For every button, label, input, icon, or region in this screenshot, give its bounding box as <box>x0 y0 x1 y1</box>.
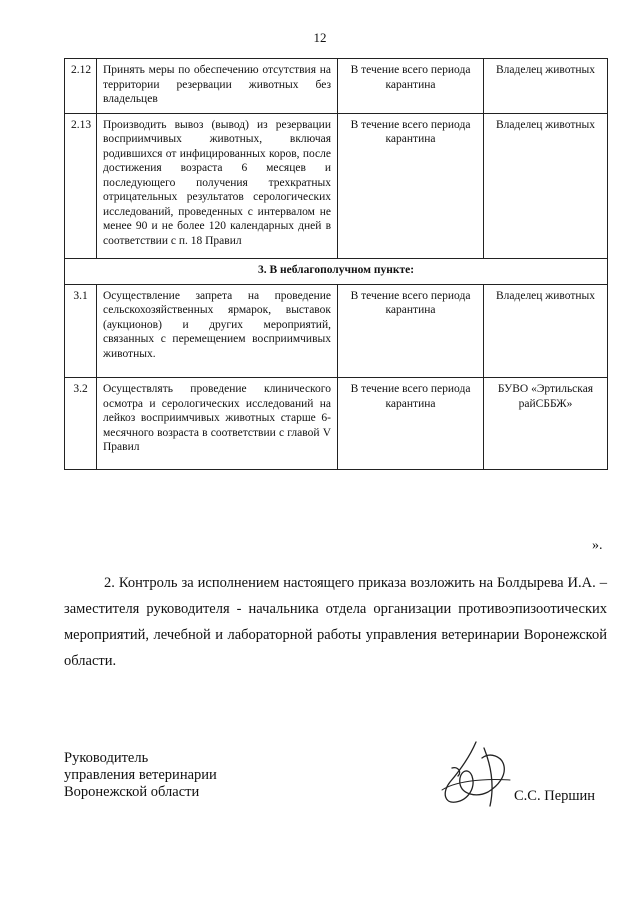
table-row <box>65 378 608 470</box>
signatory-name: С.С. Першин <box>514 788 596 804</box>
order-item-2 <box>64 570 607 674</box>
row-action: Осуществлять проведение клинического осмотра и серологических исследований на лейкоз восприимчивых животных старше 6-месячного возраста в соответствии с главой V Правил <box>97 378 338 470</box>
table-row <box>65 113 608 259</box>
row-responsible: Владелец животных <box>484 59 608 114</box>
title-line: управления ветеринарии <box>64 767 217 783</box>
page-number: 12 <box>313 30 327 45</box>
row-number: 3.2 <box>65 378 97 470</box>
section-heading: 3. В неблагополучном пункте: <box>65 259 608 285</box>
signatory-title <box>64 750 217 801</box>
row-term: В течение всего периода карантина <box>338 284 484 378</box>
table-row <box>65 284 608 378</box>
row-action: Осуществление запрета на проведение сельскохозяйственных ярмарок, выставок (аукционов) и других мероприятий, связанных с перемещением восприимчивых животных. <box>97 284 338 378</box>
row-action: Принять меры по обеспечению отсутствия на территории резервации животных без владельцев <box>97 59 338 114</box>
handwritten-signature <box>432 738 514 810</box>
row-responsible: БУВО «Эртильская райСББЖ» <box>484 378 608 470</box>
section-heading-row <box>65 259 608 285</box>
title-line: Воронежской области <box>64 784 200 800</box>
title-line: Руководитель <box>64 750 149 766</box>
row-term: В течение всего периода карантина <box>338 59 484 114</box>
row-term: В течение всего периода карантина <box>338 378 484 470</box>
row-responsible: Владелец животных <box>484 284 608 378</box>
table-row <box>65 59 608 114</box>
row-responsible: Владелец животных <box>484 113 608 259</box>
row-number: 3.1 <box>65 284 97 378</box>
closing-quote: ». <box>592 538 603 553</box>
row-number: 2.13 <box>65 113 97 259</box>
measures-table <box>64 58 608 470</box>
item-number: 2. <box>104 575 115 591</box>
row-term: В течение всего периода карантина <box>338 113 484 259</box>
row-number: 2.12 <box>65 59 97 114</box>
row-action: Производить вывоз (вывод) из резервации восприимчивых животных, включая родившихся от инфицированных коров, после достижения возраста 6 месяцев и последующего получения трехкратных отрицательных результатов серологических исследований, проведенных с интервалом не менее 90 и не более 120 календарных дней в соответствии с п. 18 Правил <box>97 113 338 259</box>
item-text: Контроль за исполнением настоящего приказа возложить на Болдырева И.А. – заместителя руководителя - начальника отдела организации противоэпизоотических мероприятий, лечебной и лабораторной работы управления ветеринарии Воронежской области. <box>64 575 608 669</box>
